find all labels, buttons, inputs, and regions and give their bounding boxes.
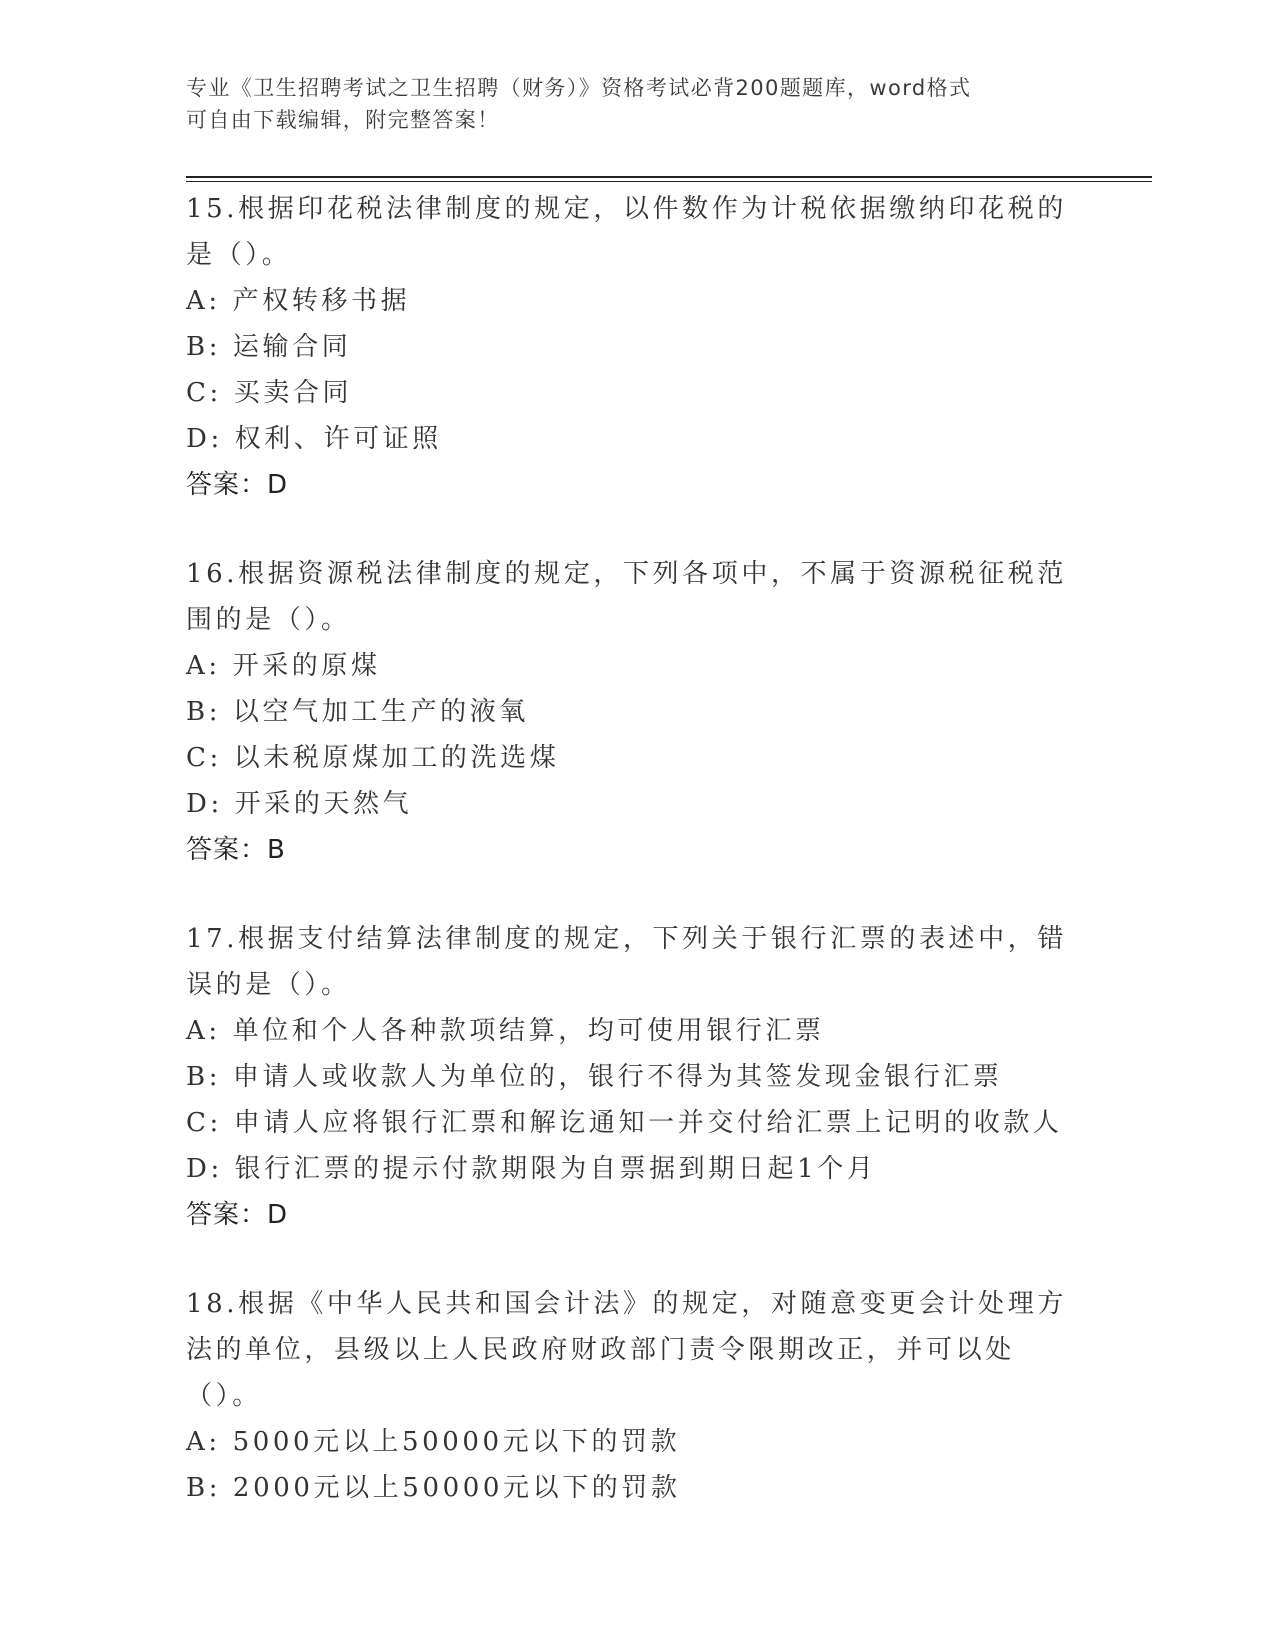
option-b: B: 运输合同	[186, 332, 352, 362]
question-stem: 16.根据资源税法律制度的规定，下列各项中，不属于资源税征税范围的是（）。	[186, 559, 1067, 635]
question-stem: 17.根据支付结算法律制度的规定，下列关于银行汇票的表述中，错误的是（）。	[186, 924, 1067, 1000]
option-b: B: 申请人或收款人为单位的，银行不得为其签发现金银行汇票	[186, 1062, 1003, 1092]
header-divider-thin	[186, 181, 1152, 182]
option-b: B: 2000元以上50000元以下的罚款	[186, 1473, 681, 1503]
header-line-1: 专业《卫生招聘考试之卫生招聘（财务）》资格考试必背200题题库，word格式	[186, 76, 972, 100]
answer-line: 答案：B	[186, 835, 286, 865]
option-c: C: 申请人应将银行汇票和解讫通知一并交付给汇票上记明的收款人	[186, 1108, 1063, 1138]
question-list	[186, 186, 1086, 1554]
answer-line: 答案：D	[186, 470, 289, 500]
header-divider-thick	[186, 176, 1152, 178]
question-16	[186, 551, 1086, 873]
option-b: B: 以空气加工生产的液氧	[186, 697, 529, 727]
question-stem: 18.根据《中华人民共和国会计法》的规定，对随意变更会计处理方法的单位，县级以上人民政府财政部门责令限期改正，并可以处（）。	[186, 1289, 1067, 1411]
option-d: D: 银行汇票的提示付款期限为自票据到期日起1个月	[186, 1154, 877, 1184]
question-18	[186, 1281, 1086, 1511]
option-a: A: 单位和个人各种款项结算，均可使用银行汇票	[186, 1016, 825, 1046]
option-a: A: 开采的原煤	[186, 651, 381, 681]
question-15	[186, 186, 1086, 508]
option-c: C: 买卖合同	[186, 378, 353, 408]
option-a: A: 产权转移书据	[186, 286, 411, 316]
option-a: A: 5000元以上50000元以下的罚款	[186, 1427, 681, 1457]
option-d: D: 权利、许可证照	[186, 424, 442, 454]
header-line-2: 可自由下载编辑，附完整答案！	[186, 108, 500, 132]
answer-line: 答案：D	[186, 1200, 289, 1230]
option-d: D: 开采的天然气	[186, 789, 413, 819]
document-header	[186, 72, 1066, 136]
option-c: C: 以未税原煤加工的洗选煤	[186, 743, 560, 773]
question-17	[186, 916, 1086, 1238]
question-stem: 15.根据印花税法律制度的规定，以件数作为计税依据缴纳印花税的是（）。	[186, 194, 1067, 270]
